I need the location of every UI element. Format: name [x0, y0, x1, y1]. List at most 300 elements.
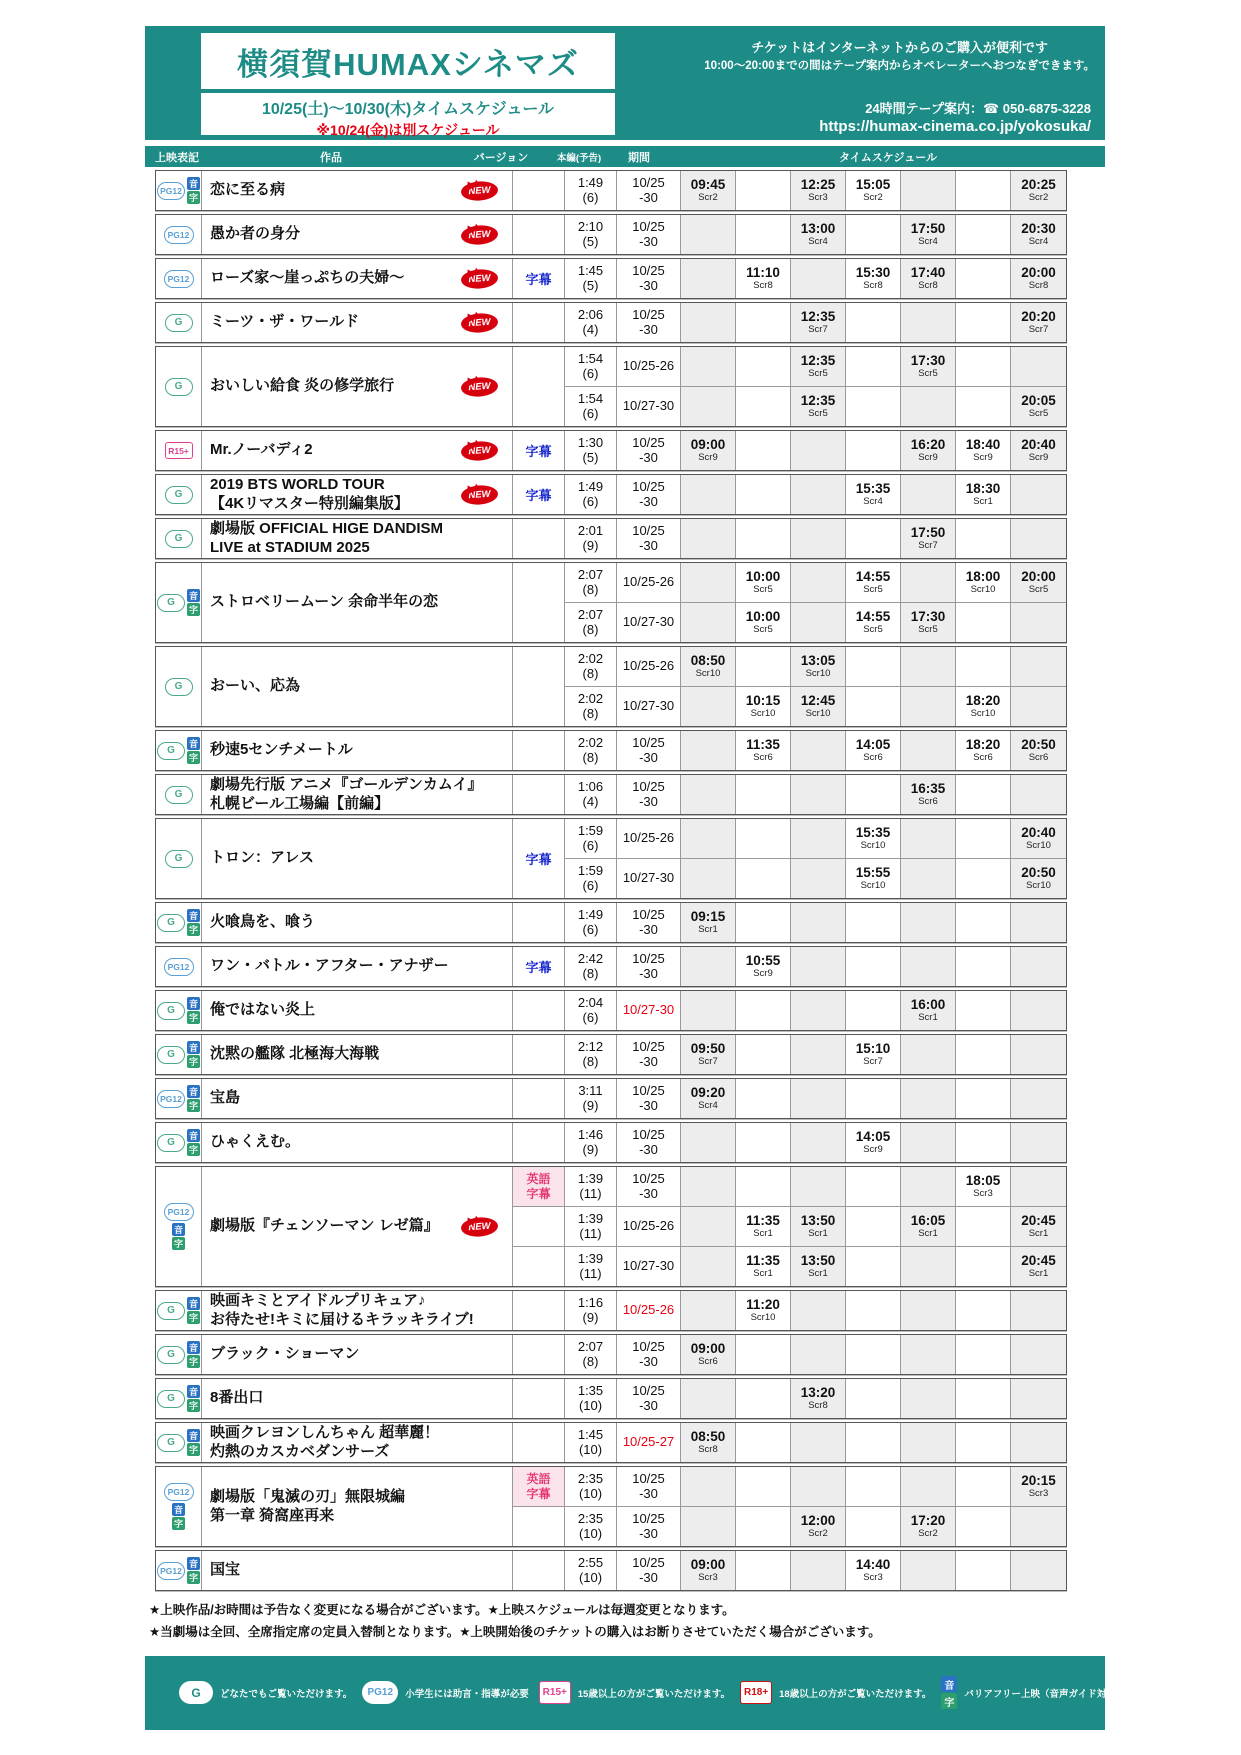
- showtime-time: 11:10: [746, 264, 780, 280]
- showtime-time: 12:45: [800, 692, 836, 708]
- movie-title: [210, 1001, 315, 1020]
- period-line: 10/25-27: [622, 1434, 675, 1450]
- legend-badge-r18: R18+: [740, 1681, 772, 1704]
- version-cell: [513, 1035, 565, 1074]
- showtime-time: 16:05: [910, 1212, 946, 1228]
- movie-row: [155, 1550, 1067, 1591]
- showtime-cell: [956, 519, 1011, 558]
- showtime-time: 15:10: [855, 1040, 891, 1056]
- showtime-cell: [956, 1379, 1011, 1418]
- rating-cell: [156, 1335, 202, 1374]
- showtime-cell: [736, 431, 791, 470]
- showtime-cell: [901, 303, 956, 342]
- movie-title-line: 愚か者の身分: [210, 225, 301, 243]
- period-cell: [617, 1379, 681, 1418]
- accessibility-icons: [187, 1297, 200, 1324]
- showtime-cell: [681, 603, 736, 642]
- duration-trailer: (10): [578, 1397, 603, 1413]
- showtime-cell: [901, 1167, 956, 1206]
- version-cell: [513, 303, 565, 342]
- showtime-time: 09:20: [690, 1084, 726, 1100]
- showtime-cell: [736, 303, 791, 342]
- movie-row: [155, 1034, 1067, 1075]
- showtime-cell: [956, 215, 1011, 254]
- showtime-cell: [681, 1467, 736, 1506]
- version-cell: [513, 171, 565, 210]
- schedule-subrow: [513, 1206, 1066, 1246]
- subtitle-guide-icon: 字: [188, 753, 198, 763]
- showtime-cell: [956, 1291, 1011, 1330]
- duration-main: 1:39: [577, 1250, 604, 1266]
- version-cell: [513, 475, 565, 514]
- duration-trailer: (9): [582, 537, 599, 553]
- showtime-cell: [901, 1507, 956, 1546]
- duration-main: 1:54: [577, 350, 604, 366]
- showtime-cell: [901, 731, 956, 770]
- showtime-screen: Scr10: [860, 840, 886, 852]
- showtime-time: 17:40: [910, 264, 946, 280]
- movie-title-line: ストロベリームーン 余命半年の恋: [210, 593, 439, 611]
- duration-main: 2:07: [577, 1338, 604, 1354]
- duration-main: 1:45: [577, 262, 604, 278]
- showtime-screen: Scr5: [753, 624, 773, 636]
- rating-cell: [156, 1167, 202, 1286]
- period-line: 10/25: [632, 478, 665, 494]
- duration-cell: [565, 1167, 617, 1206]
- subtitle-guide-icon: 字: [188, 925, 198, 935]
- showtime-time: 17:50: [910, 524, 946, 540]
- period-line: 10/25: [632, 778, 665, 794]
- schedule-subrows: [565, 475, 1066, 514]
- showtime-cell: [1011, 215, 1066, 254]
- period-line: -30: [639, 1485, 658, 1501]
- new-badge: NEW: [460, 180, 498, 202]
- showtime-screen: Scr10: [860, 880, 886, 892]
- movie-row: [155, 774, 1067, 815]
- rating-cell: [156, 947, 202, 986]
- legend-item: [179, 1681, 352, 1704]
- showtime-cell: [901, 475, 956, 514]
- duration-cell: [565, 431, 617, 470]
- duration-trailer: (10): [578, 1525, 603, 1541]
- movie-title-line: 劇場先行版 アニメ『ゴールデンカムイ』: [210, 775, 483, 793]
- rating-badge-pg12: PG12: [164, 1203, 194, 1221]
- duration-cell: [565, 1551, 617, 1590]
- showtime-time: 09:00: [690, 436, 726, 452]
- subtitle-guide-icon: 字: [188, 1573, 198, 1583]
- movie-title: [210, 776, 483, 814]
- rating-badge-pg12: PG12: [164, 270, 194, 288]
- duration-cell: [565, 475, 617, 514]
- period-cell: [617, 519, 681, 558]
- showtime-cell: [956, 303, 1011, 342]
- schedule-subrow: [565, 1123, 1066, 1162]
- showtime-cell: [956, 1079, 1011, 1118]
- duration-main: 2:35: [577, 1470, 604, 1486]
- showtime-time: 14:05: [855, 1128, 891, 1144]
- showtime-cell: [956, 563, 1011, 602]
- schedule-subrows: [565, 259, 1066, 298]
- showtime-cell: [1011, 731, 1066, 770]
- showtime-cell: [736, 1423, 791, 1462]
- showtime-cell: [846, 775, 901, 814]
- subtitle-guide-icon: 字: [188, 1401, 198, 1411]
- movie-title-cell: [202, 991, 513, 1030]
- legend-item: [941, 1676, 1125, 1709]
- duration-trailer: (6): [582, 493, 599, 509]
- showtime-cell: [1011, 475, 1066, 514]
- movie-title: [210, 1292, 474, 1330]
- rating-cell: [156, 1467, 202, 1546]
- version-label: 英語 字幕: [526, 1472, 551, 1501]
- duration-trailer: (9): [582, 1309, 599, 1325]
- showtime-cell: [1011, 819, 1066, 858]
- showtime-cell: [736, 775, 791, 814]
- showtime-cell: [1011, 1423, 1066, 1462]
- movie-title-line: ミーツ・ザ・ワールド: [210, 313, 360, 331]
- duration-cell: [565, 563, 617, 602]
- audio-guide-icon: 音: [188, 999, 198, 1009]
- movie-row: [155, 1122, 1067, 1163]
- showtime-time: 20:00: [1021, 568, 1056, 584]
- duration-main: 2:35: [577, 1510, 604, 1526]
- movie-row: [155, 1290, 1067, 1331]
- movie-row: [155, 818, 1067, 899]
- period-line: 10/25: [632, 1082, 665, 1098]
- movie-title-cell: [202, 1035, 513, 1074]
- period-line: 10/25: [632, 1126, 665, 1142]
- duration-main: 2:06: [577, 306, 604, 322]
- schedule-subrow: [565, 947, 1066, 986]
- duration-cell: [565, 1247, 617, 1286]
- movie-row: [155, 430, 1067, 471]
- duration-main: 1:59: [577, 862, 604, 878]
- showtime-cell: [846, 1551, 901, 1590]
- period-line: 10/25: [632, 262, 665, 278]
- showtime-cell: [736, 1291, 791, 1330]
- footnote-line: ★当劇場は全回、全席指定席の定員入替制となります。★上映開始後のチケットの購入はお断りさせていただく場合がございます。: [149, 1624, 881, 1639]
- accessibility-icons: [187, 997, 200, 1024]
- showtime-screen: Scr2: [863, 192, 883, 204]
- showtime-cell: [1011, 1247, 1066, 1286]
- period-cell: [617, 603, 681, 642]
- showtime-screen: Scr4: [808, 236, 828, 248]
- duration-main: 1:16: [577, 1294, 604, 1310]
- showtime-cell: [791, 1167, 846, 1206]
- showtime-cell: [901, 1291, 956, 1330]
- showtime-screen: Scr4: [918, 236, 938, 248]
- audio-guide-icon: 音: [188, 1299, 198, 1309]
- duration-main: 2:42: [577, 950, 604, 966]
- version-label: 字幕: [525, 852, 552, 867]
- showtime-cell: [956, 947, 1011, 986]
- showtime-screen: Scr10: [805, 708, 831, 720]
- duration-main: 1:49: [577, 174, 604, 190]
- version-cell: [513, 1123, 565, 1162]
- showtime-time: 17:50: [910, 220, 946, 236]
- audio-guide-icon: 音: [188, 911, 198, 921]
- showtime-time: 20:40: [1021, 436, 1056, 452]
- rating-badge-g: G: [165, 786, 193, 804]
- audio-guide-icon: 音: [188, 1559, 198, 1569]
- showtime-screen: Scr1: [753, 1228, 773, 1240]
- schedule-subrow: [565, 171, 1066, 210]
- showtime-screen: Scr2: [808, 1528, 828, 1540]
- showtime-screen: Scr9: [753, 968, 773, 980]
- version-cell: [513, 947, 565, 986]
- showtime-cell: [901, 1335, 956, 1374]
- duration-main: 2:02: [577, 734, 604, 750]
- version-cell: [513, 1423, 565, 1462]
- movie-title-line: 恋に至る病: [210, 181, 286, 199]
- audio-guide-icon: 音: [188, 1043, 198, 1053]
- period-line: -30: [639, 1185, 658, 1201]
- legend-description: 18歳以上の方がご覧いただけます。: [779, 1688, 932, 1700]
- period-line: -30: [639, 1097, 658, 1113]
- duration-trailer: (6): [582, 189, 599, 205]
- version-cell: [513, 519, 565, 558]
- showtime-cell: [791, 1551, 846, 1590]
- showtime-cell: [736, 475, 791, 514]
- showtime-cell: [681, 1035, 736, 1074]
- duration-cell: [565, 1335, 617, 1374]
- version-cell: [513, 1507, 565, 1546]
- schedule-subrows: [565, 1079, 1066, 1118]
- new-badge: NEW: [460, 1216, 498, 1238]
- showtime-cell: [736, 647, 791, 686]
- showtime-cell: [846, 1507, 901, 1546]
- period-line: -30: [639, 277, 658, 293]
- showtime-screen: Scr5: [808, 408, 828, 420]
- period-line: 10/25: [632, 734, 665, 750]
- movie-title-cell: [202, 1423, 513, 1462]
- showtime-time: 18:30: [965, 480, 1001, 496]
- showtime-screen: Scr5: [863, 584, 883, 596]
- showtime-cell: [901, 1551, 956, 1590]
- footnote-line: ★上映作品/お時間は予告なく変更になる場合がございます。★上映スケジュールは毎週変更となります。: [149, 1603, 735, 1617]
- schedule-subrows: [565, 519, 1066, 558]
- showtime-time: 13:05: [800, 652, 836, 668]
- showtime-cell: [846, 1123, 901, 1162]
- showtime-screen: Scr6: [863, 752, 883, 764]
- showtime-cell: [681, 1335, 736, 1374]
- audio-guide-icon: 音: [188, 1387, 198, 1397]
- showtime-screen: Scr8: [918, 280, 938, 292]
- duration-cell: [565, 731, 617, 770]
- movie-title: [210, 225, 300, 244]
- period-cell: [617, 303, 681, 342]
- cinema-name: 横須賀HUMAXシネマズ: [201, 33, 615, 89]
- schedule-period: 10/25(土)～10/30(木)タイムスケジュール: [261, 101, 555, 118]
- showtime-screen: Scr7: [918, 540, 938, 552]
- showtime-cell: [1011, 563, 1066, 602]
- showtime-cell: [736, 387, 791, 426]
- showtime-screen: Scr3: [808, 192, 828, 204]
- version-cell: [513, 647, 565, 726]
- version-cell: [513, 1207, 565, 1246]
- showtime-cell: [736, 519, 791, 558]
- schedule-subrow: [513, 1246, 1066, 1286]
- period-line: -30: [639, 1397, 658, 1413]
- subtitle-guide-icon: 字: [188, 1057, 198, 1067]
- period-line: 10/27-30: [622, 698, 675, 714]
- schedule-subrows: [565, 1379, 1066, 1418]
- rating-badge-g: G: [157, 594, 185, 612]
- version-label: 字幕: [525, 488, 552, 503]
- schedule-subrows: [565, 1335, 1066, 1374]
- showtime-cell: [1011, 1167, 1066, 1206]
- showtime-cell: [1011, 1291, 1066, 1330]
- showtime-cell: [736, 603, 791, 642]
- duration-trailer: (11): [579, 1225, 602, 1241]
- movie-title: [210, 1389, 263, 1408]
- showtime-screen: Scr10: [970, 708, 996, 720]
- movie-title: [210, 741, 353, 760]
- showtime-screen: Scr1: [753, 1268, 773, 1280]
- showtime-cell: [1011, 647, 1066, 686]
- period-line: 10/25: [632, 306, 665, 322]
- showtime-cell: [791, 259, 846, 298]
- showtime-cell: [791, 171, 846, 210]
- rating-badge-g: G: [157, 1434, 185, 1452]
- showtime-cell: [736, 1467, 791, 1506]
- rating-legend-bar: [145, 1656, 1126, 1730]
- movie-title: [210, 441, 313, 460]
- rating-cell: [156, 215, 202, 254]
- period-line: 10/27-30: [622, 1002, 675, 1018]
- showtime-screen: Scr8: [863, 280, 883, 292]
- showtime-cell: [736, 903, 791, 942]
- new-badge: NEW: [460, 440, 498, 462]
- showtime-cell: [736, 687, 791, 726]
- period-cell: [617, 431, 681, 470]
- schedule-subrow: [565, 775, 1066, 814]
- showtime-cell: [1011, 347, 1066, 386]
- showtime-cell: [681, 859, 736, 898]
- duration-main: 1:39: [577, 1170, 604, 1186]
- showtime-cell: [846, 991, 901, 1030]
- schedule-subrow: [513, 1167, 1066, 1206]
- showtime-cell: [901, 519, 956, 558]
- showtime-cell: [901, 1467, 956, 1506]
- duration-main: 2:02: [577, 690, 604, 706]
- rating-cell: [156, 475, 202, 514]
- duration-main: 2:10: [577, 218, 604, 234]
- duration-trailer: (10): [578, 1569, 603, 1585]
- period-cell: [617, 475, 681, 514]
- schedule-subrows: [565, 731, 1066, 770]
- rating-cell: [156, 303, 202, 342]
- schedule-subrows: [565, 215, 1066, 254]
- showtime-cell: [736, 1079, 791, 1118]
- showtime-screen: Scr10: [695, 668, 721, 680]
- showtime-cell: [791, 731, 846, 770]
- duration-cell: [565, 1035, 617, 1074]
- schedule-subrow: [565, 215, 1066, 254]
- showtime-cell: [681, 1291, 736, 1330]
- showtime-screen: Scr5: [918, 368, 938, 380]
- showtime-cell: [736, 1335, 791, 1374]
- showtime-time: 11:35: [746, 736, 780, 752]
- movie-title-line: ひゃくえむ。: [210, 1133, 301, 1151]
- showtime-time: 11:35: [746, 1212, 780, 1228]
- movie-title-cell: [202, 563, 513, 642]
- period-line: 10/27-30: [622, 614, 675, 630]
- showtime-cell: [791, 303, 846, 342]
- showtime-screen: Scr10: [805, 668, 831, 680]
- duration-cell: [565, 171, 617, 210]
- accessibility-icons: [187, 909, 200, 936]
- showtime-cell: [1011, 1035, 1066, 1074]
- showtime-cell: [956, 687, 1011, 726]
- duration-main: 1:39: [577, 1210, 604, 1226]
- showtime-cell: [901, 819, 956, 858]
- showtime-cell: [791, 431, 846, 470]
- showtime-cell: [956, 1423, 1011, 1462]
- period-cell: [617, 1035, 681, 1074]
- duration-trailer: (8): [582, 1053, 599, 1069]
- duration-cell: [565, 259, 617, 298]
- website-url[interactable]: https://humax-cinema.co.jp/yokosuka/: [819, 118, 1091, 135]
- schedule-subrow: [565, 431, 1066, 470]
- showtime-cell: [681, 1379, 736, 1418]
- period-line: 10/25: [632, 1470, 665, 1486]
- showtime-cell: [736, 731, 791, 770]
- duration-cell: [565, 303, 617, 342]
- showtime-screen: Scr5: [863, 624, 883, 636]
- period-cell: [617, 1507, 681, 1546]
- audio-guide-icon: 音: [188, 1431, 198, 1441]
- showtime-cell: [1011, 1551, 1066, 1590]
- showtime-screen: Scr10: [750, 708, 776, 720]
- movie-title-cell: [202, 519, 513, 558]
- showtime-cell: [681, 171, 736, 210]
- movie-title-cell: [202, 171, 513, 210]
- audio-guide-icon: 音: [188, 1343, 198, 1353]
- movie-title-cell: [202, 731, 513, 770]
- movie-title-cell: [202, 303, 513, 342]
- rating-cell: [156, 1291, 202, 1330]
- schedule-subrows: [565, 1423, 1066, 1462]
- showtime-cell: [956, 1507, 1011, 1546]
- showtime-cell: [681, 687, 736, 726]
- showtime-screen: Scr5: [1028, 584, 1049, 596]
- movie-title-line: 映画クレヨンしんちゃん 超華麗！: [210, 1423, 440, 1441]
- showtime-cell: [846, 519, 901, 558]
- subtitle-guide-icon: 字: [173, 1519, 183, 1529]
- showtime-screen: Scr8: [698, 1444, 718, 1456]
- showtime-cell: [956, 387, 1011, 426]
- schedule-subrow: [565, 475, 1066, 514]
- showtime-cell: [901, 647, 956, 686]
- showtime-time: 15:35: [855, 824, 891, 840]
- schedule-subrow: [565, 647, 1066, 686]
- showtime-cell: [956, 1247, 1011, 1286]
- showtime-cell: [846, 259, 901, 298]
- period-line: 10/27-30: [622, 398, 675, 414]
- rating-cell: [156, 647, 202, 726]
- showtime-screen: Scr2: [918, 1528, 938, 1540]
- schedule-subrow: [565, 858, 1066, 898]
- duration-main: 2:04: [577, 994, 604, 1010]
- rating-cell: [156, 1551, 202, 1590]
- rating-badge-g: G: [165, 378, 193, 396]
- movie-title: [210, 313, 359, 332]
- showtime-cell: [1011, 1379, 1066, 1418]
- new-badge: NEW: [460, 376, 498, 398]
- period-line: -30: [639, 449, 658, 465]
- rating-badge-g: G: [165, 678, 193, 696]
